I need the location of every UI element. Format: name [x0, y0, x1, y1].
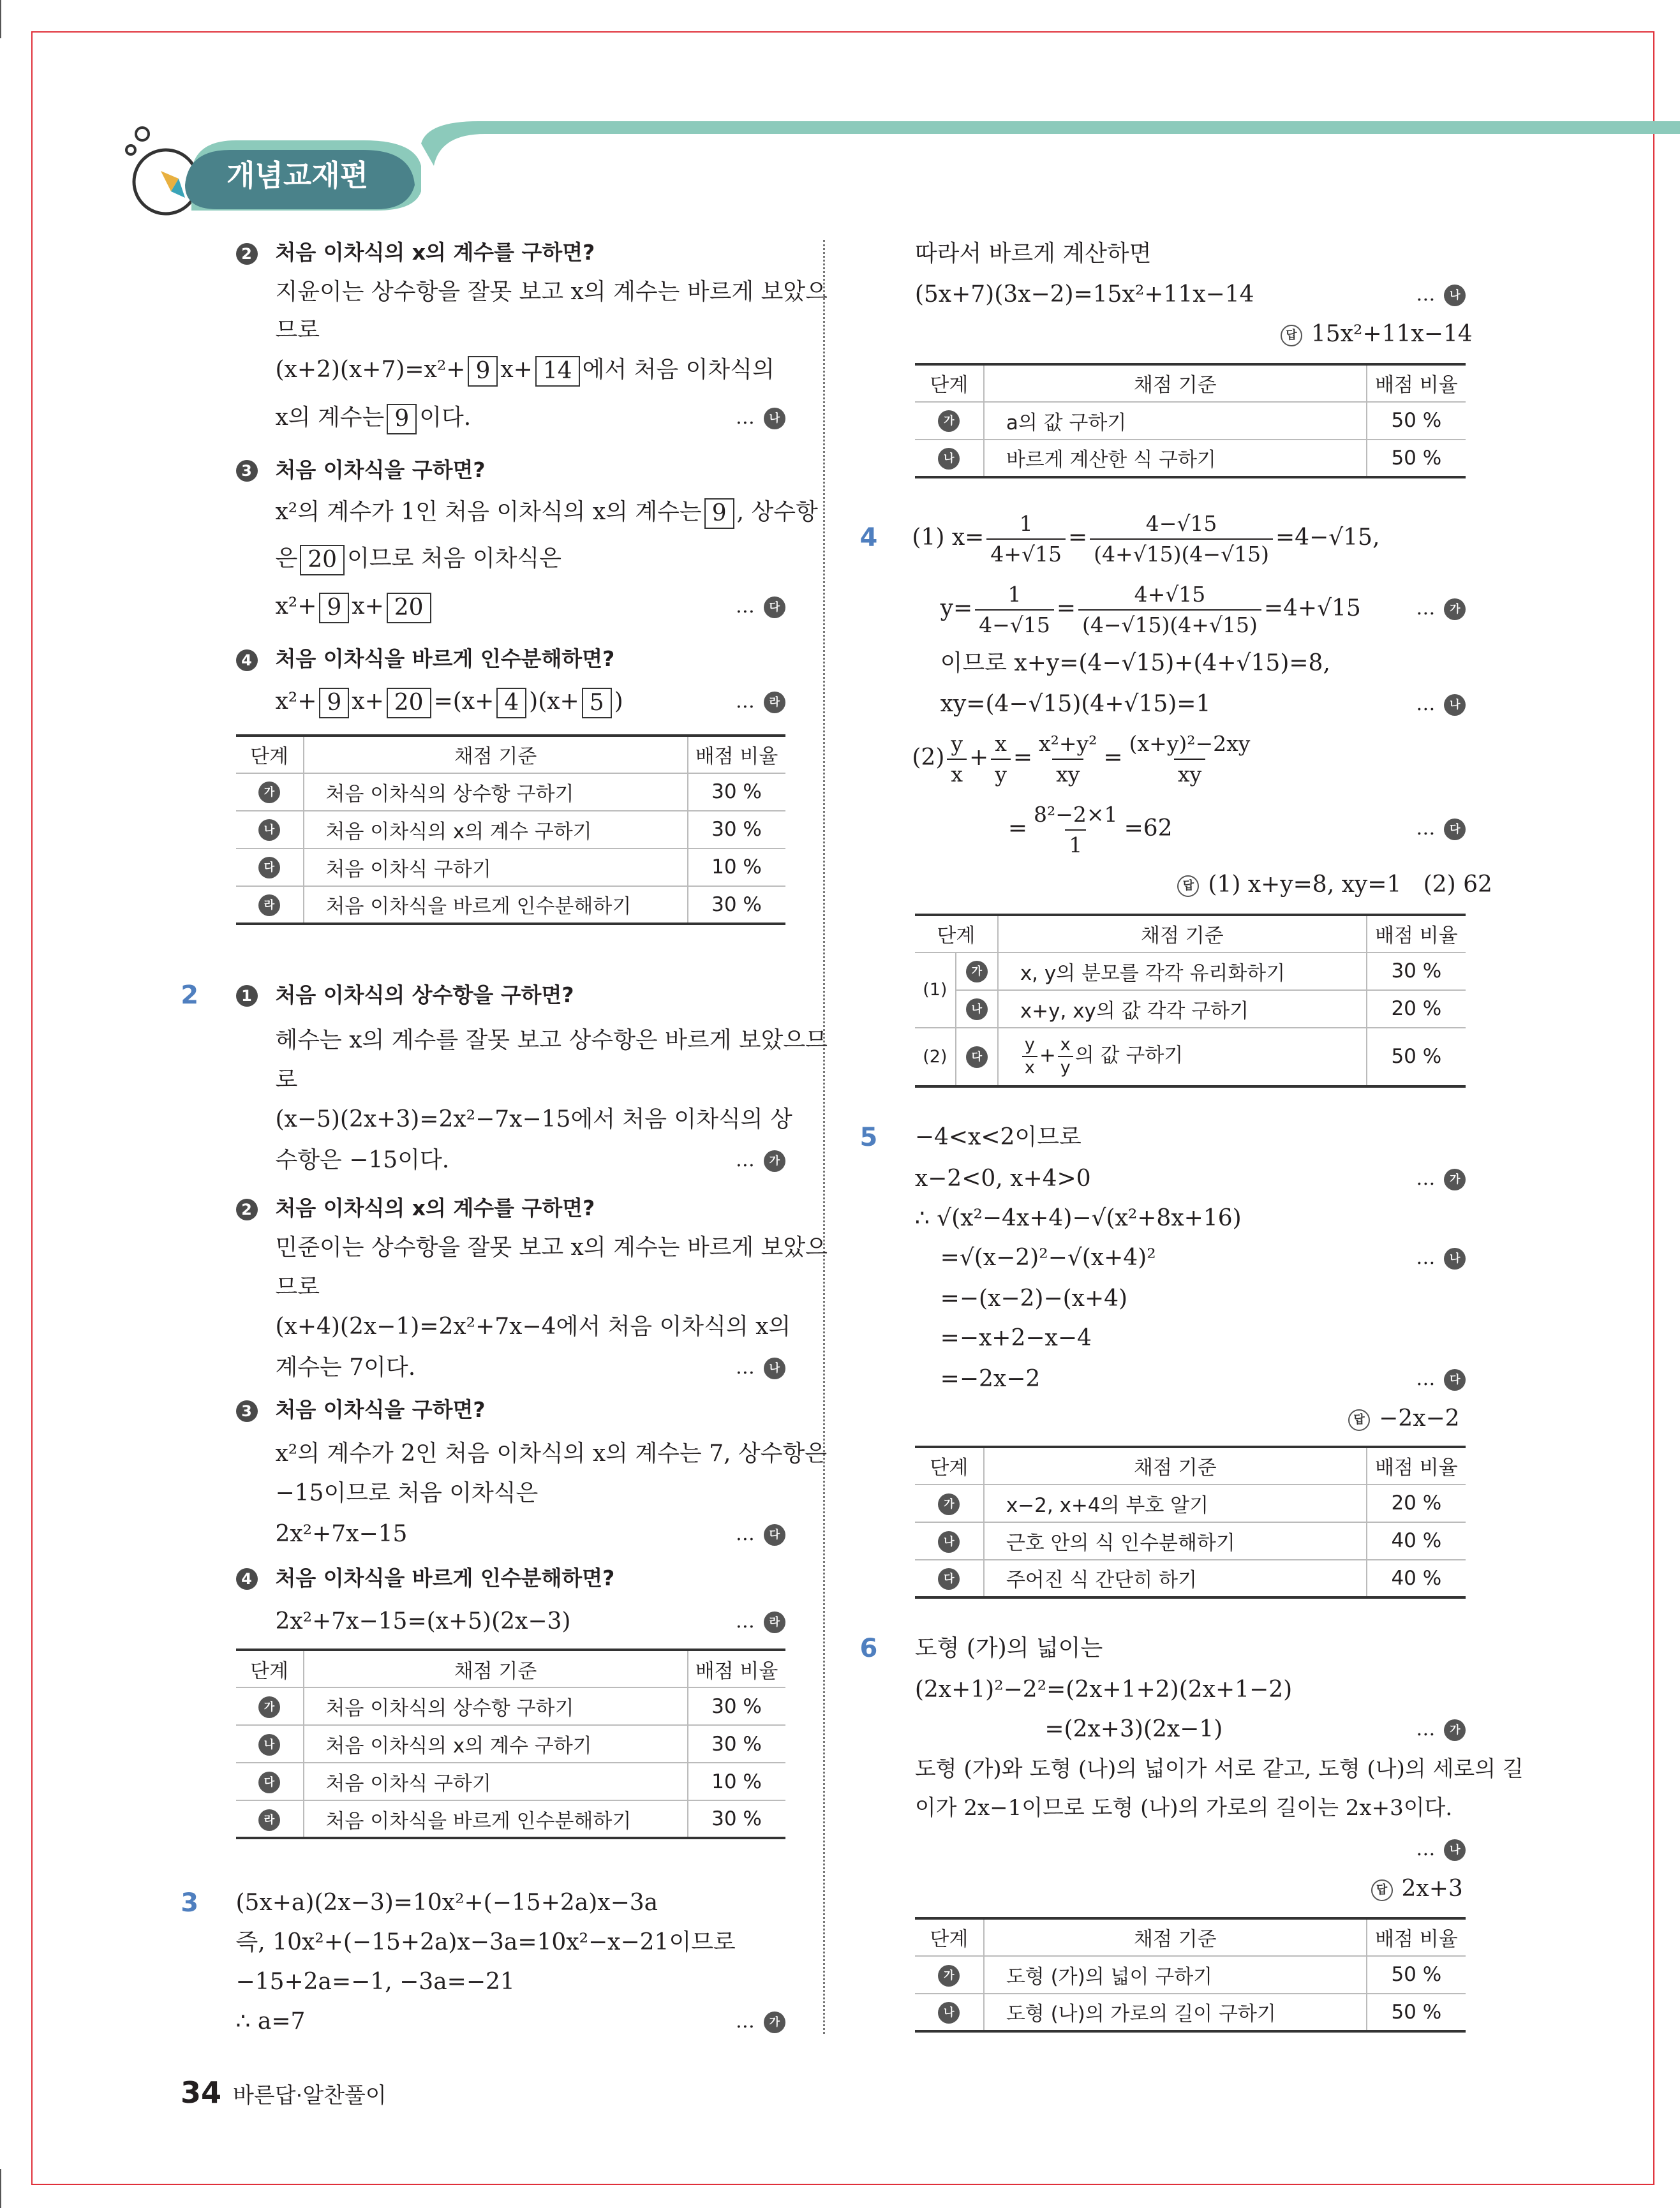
answer-text: −2x−2 [1379, 1405, 1460, 1432]
scoring-table [915, 1446, 1466, 1599]
text: 이다. [419, 404, 472, 431]
text-line: (5x+a)(2x−3)=10x²+(−15+2a)x−3a [235, 1889, 658, 1916]
math-line [940, 577, 1361, 641]
criterion: 처음 이차식을 바르게 인수분해하기 [304, 1800, 688, 1838]
step-bullet-icon: 3 [236, 460, 258, 482]
table-row [915, 1994, 1466, 2031]
criterion: 처음 이차식의 상수항 구하기 [304, 1687, 688, 1725]
step-bullet-icon: 1 [236, 985, 258, 1007]
denominator: (4+√15)(4−√15) [1090, 538, 1273, 569]
step-marker-icon: 가 [938, 1493, 960, 1515]
denominator: x [947, 759, 967, 789]
table-header: 단계 [915, 364, 984, 402]
question-number: 3 [181, 1888, 199, 1918]
ratio: 30 % [688, 1800, 785, 1838]
step-title: 처음 이차식의 x의 계수를 구하면? [275, 240, 595, 265]
question-number: 6 [859, 1634, 878, 1664]
text-line [275, 680, 623, 723]
step-marker: … 나 [736, 1346, 785, 1389]
final-answer [1371, 1867, 1463, 1911]
text-line: (5x+7)(3x−2)=15x²+11x−14 [914, 281, 1254, 308]
denominator: x [1022, 1056, 1037, 1079]
math: (x+2)(x+7)=x²+ [275, 356, 466, 383]
math: =4−√15, [1275, 524, 1380, 551]
step-bullet-icon: 2 [236, 1199, 258, 1220]
text-line [275, 537, 561, 581]
step-title: 처음 이차식의 x의 계수를 구하면? [275, 1196, 595, 1221]
book-title: 바른답·알찬풀이 [233, 2083, 387, 2108]
table-header: 채점 기준 [304, 736, 688, 773]
denominator: y [1058, 1056, 1073, 1079]
text-line: =(2x+3)(2x−1) [1044, 1715, 1223, 1742]
math: x+ [500, 356, 533, 383]
step-marker: … 다 [1416, 1358, 1466, 1401]
step-marker-icon: 다 [966, 1046, 988, 1068]
numerator: 1 [1007, 581, 1022, 607]
table-header: 채점 기준 [984, 1447, 1367, 1485]
text-line: −15이므로 처음 이차식은 [275, 1480, 539, 1507]
math-line [1008, 797, 1173, 861]
step-marker-icon: 다 [258, 857, 280, 878]
step-heading [236, 231, 595, 274]
step-marker: … 다 [736, 1513, 785, 1556]
step-heading [236, 637, 615, 681]
numerator: x [1060, 1035, 1071, 1055]
text-line: 2x²+7x−15=(x+5)(2x−3) [275, 1608, 571, 1635]
fraction [991, 729, 1011, 789]
text-line: (x+4)(2x−1)=2x²+7x−4에서 처음 이차식의 x의 [275, 1313, 791, 1340]
ratio: 30 % [688, 811, 785, 848]
math: x+ [352, 688, 384, 715]
text-line: x−2<0, x+4>0 [914, 1165, 1091, 1192]
fraction [947, 729, 967, 789]
math: = [1013, 745, 1033, 771]
criterion: x+y, xy의 값 각각 구하기 [998, 990, 1367, 1028]
step-marker-icon: 가 [764, 1150, 785, 1172]
step-heading [236, 1388, 486, 1432]
math: =62 [1124, 815, 1173, 841]
step-title: 처음 이차식을 바르게 인수분해하면? [275, 1565, 615, 1590]
table-header: 배점 비율 [1367, 915, 1466, 952]
step-heading [236, 448, 486, 492]
text-line: (2x+1)²−2²=(2x+1+2)(2x+1−2) [914, 1676, 1293, 1703]
text-line [275, 348, 774, 392]
step-bullet-icon: 4 [236, 1568, 258, 1590]
criterion: 도형 (나)의 가로의 길이 구하기 [984, 1994, 1367, 2031]
math-line [912, 506, 1379, 570]
text-line: =−(x−2)−(x+4) [940, 1285, 1128, 1312]
math: + [969, 745, 989, 771]
text-line: (x−5)(2x+3)=2x²−7x−15에서 처음 이차식의 상 [275, 1106, 792, 1132]
math: x+ [352, 593, 384, 620]
criterion: x, y의 분모를 각각 유리화하기 [998, 952, 1367, 990]
step-marker-icon: 가 [938, 1965, 960, 1987]
criterion: 처음 이차식 구하기 [304, 848, 688, 886]
fraction [1090, 509, 1273, 569]
table-row [236, 773, 785, 811]
page-number: 34 [181, 2075, 222, 2110]
text-line: 헤수는 x의 계수를 잘못 보고 상수항은 바르게 보았으므 [275, 1026, 828, 1053]
table-row [236, 886, 785, 924]
answer-text: 15x²+11x−14 [1311, 321, 1473, 348]
text-line: =−2x−2 [940, 1365, 1041, 1392]
table-row [915, 952, 1466, 990]
answer-box: 9 [319, 593, 349, 623]
step-marker: … 가 [736, 2000, 785, 2043]
math: (2) [912, 745, 945, 771]
text-line: 민준이는 상수항을 잘못 보고 x의 계수는 바르게 보았으 [275, 1234, 828, 1261]
step-bullet-icon: 2 [236, 243, 258, 265]
numerator: 1 [1019, 511, 1033, 537]
chapter-badge-label: 개념교재편 [227, 158, 369, 193]
text-line: 계수는 7이다. [275, 1354, 416, 1381]
criterion: x−2, x+4의 부호 알기 [984, 1485, 1367, 1522]
text-line: x²의 계수가 2인 처음 이차식의 x의 계수는 7, 상수항은 [275, 1441, 828, 1467]
text-line: 지윤이는 상수항을 잘못 보고 x의 계수는 바르게 보았으 [275, 279, 828, 306]
table-header: 단계 [236, 1650, 304, 1687]
table-header: 배점 비율 [1367, 1918, 1466, 1956]
math: x²+ [275, 593, 317, 620]
numerator: 4−√15 [1145, 511, 1217, 537]
table-row [915, 402, 1466, 440]
numerator: 4+√15 [1134, 581, 1206, 607]
step-bullet-icon: 4 [236, 649, 258, 671]
final-answer [1348, 1397, 1459, 1441]
step-marker-icon: 나 [938, 1531, 960, 1553]
step-bullet-icon: 3 [236, 1400, 258, 1422]
text-line: −15+2a=−1, −3a=−21 [235, 1968, 515, 1995]
ratio: 50 % [1367, 1994, 1466, 2031]
scoring-table [915, 1917, 1466, 2033]
math: x²+ [275, 688, 317, 715]
fraction [1022, 1034, 1037, 1079]
step-marker: … 라 [736, 680, 785, 723]
ratio: 50 % [1367, 440, 1466, 477]
table-row [915, 1560, 1466, 1597]
step-heading [236, 974, 574, 1017]
step-marker: … 가 [1416, 1157, 1466, 1201]
text-line: ∴ √(x²−4x+4)−√(x²+8x+16) [914, 1204, 1242, 1231]
step-marker-icon: 다 [938, 1568, 960, 1590]
step-title: 처음 이차식을 구하면? [275, 457, 486, 482]
step-heading [236, 1187, 595, 1230]
part-label: (2) [915, 1028, 956, 1086]
step-marker-icon: 다 [764, 596, 785, 618]
math: )(x+ [529, 688, 579, 715]
table-row [915, 1485, 1466, 1522]
step-marker-icon: 나 [258, 819, 280, 841]
step-marker-icon: 가 [966, 961, 988, 982]
answer-box: 5 [582, 688, 612, 718]
table-header: 채점 기준 [984, 364, 1367, 402]
step-marker-icon: 나 [1444, 285, 1466, 306]
text-line: =√(x−2)²−√(x+4)² [940, 1244, 1156, 1271]
table-row [236, 811, 785, 848]
step-title: 처음 이차식을 구하면? [275, 1397, 486, 1423]
fraction [1030, 800, 1122, 860]
denominator: xy [1174, 759, 1205, 789]
step-marker-icon: 나 [1444, 694, 1466, 716]
table-header: 배점 비율 [688, 736, 785, 773]
criterion: 처음 이차식을 바르게 인수분해하기 [304, 886, 688, 924]
text-line: =−x+2−x−4 [940, 1324, 1092, 1351]
fraction [1126, 729, 1254, 789]
text: , 상수항 [736, 499, 818, 526]
answer-box: 9 [319, 688, 349, 718]
ratio: 40 % [1367, 1522, 1466, 1560]
criterion [998, 1028, 1367, 1086]
answer-text: (1) x+y=8, xy=1 (2) 62 [1208, 871, 1492, 898]
criterion: 처음 이차식 구하기 [304, 1763, 688, 1800]
numerator: y [951, 731, 963, 757]
step-marker-icon: 나 [1444, 1839, 1466, 1861]
text-line [275, 396, 471, 440]
criterion: 처음 이차식의 상수항 구하기 [304, 773, 688, 811]
step-marker: … 가 [1416, 1708, 1466, 1751]
answer-icon: 답 [1177, 875, 1199, 897]
step-marker-icon: 다 [1444, 1369, 1466, 1391]
denominator: 4+√15 [986, 538, 1066, 569]
table-row [236, 1763, 785, 1800]
ratio: 20 % [1367, 1485, 1466, 1522]
text-line [275, 491, 817, 534]
text-line: 즉, 10x²+(−15+2a)x−3a=10x²−x−21이므로 [235, 1929, 736, 1955]
math: =4+√15 [1263, 595, 1361, 621]
ratio: 50 % [1367, 402, 1466, 440]
step-marker-icon: 가 [764, 2012, 785, 2033]
table-row [915, 990, 1466, 1028]
ratio: 30 % [1367, 952, 1466, 990]
scoring-table [915, 363, 1466, 478]
answer-box: 20 [387, 593, 431, 623]
text-line: 따라서 바르게 계산하면 [914, 241, 1152, 267]
ratio: 20 % [1367, 990, 1466, 1028]
answer-icon: 답 [1348, 1409, 1370, 1431]
text: 에서 처음 이차식의 [582, 356, 775, 383]
text: 은 [275, 545, 298, 572]
text-line: ∴ a=7 [235, 2008, 306, 2034]
numerator: x [995, 731, 1007, 757]
step-marker: … 가 [736, 1139, 785, 1182]
criterion: 처음 이차식의 x의 계수 구하기 [304, 811, 688, 848]
step-marker: … 나 [1416, 273, 1466, 316]
text: x²의 계수가 1인 처음 이차식의 x의 계수는 [275, 499, 702, 526]
table-header: 채점 기준 [998, 915, 1367, 952]
step-marker-icon: 나 [938, 2002, 960, 2024]
step-marker-icon: 가 [1444, 1719, 1466, 1741]
table-header: 채점 기준 [304, 1650, 688, 1687]
fraction [1058, 1034, 1073, 1079]
math: =(x+ [433, 688, 494, 715]
scoring-table [915, 914, 1466, 1088]
crop-mark [0, 2169, 1, 2208]
answer-icon: 답 [1371, 1879, 1393, 1901]
table-header: 단계 [915, 1447, 984, 1485]
text: 의 값 구하기 [1074, 1044, 1184, 1067]
answer-box: 14 [535, 356, 580, 387]
step-marker-icon: 라 [764, 1612, 785, 1633]
criterion: 바르게 계산한 식 구하기 [984, 440, 1367, 477]
scoring-table [236, 734, 785, 925]
scoring-table [236, 1649, 785, 1839]
table-header: 배점 비율 [1367, 364, 1466, 402]
denominator: xy [1052, 759, 1083, 789]
math: ) [614, 688, 623, 715]
ratio: 10 % [688, 1763, 785, 1800]
step-marker-icon: 나 [764, 408, 785, 429]
step-title: 처음 이차식을 바르게 인수분해하면? [275, 646, 615, 672]
table-row [915, 1956, 1466, 1994]
step-marker: … 나 [1416, 683, 1466, 726]
ratio: 10 % [688, 848, 785, 886]
text-line [275, 585, 433, 628]
ratio: 50 % [1367, 1956, 1466, 1994]
answer-icon: 답 [1281, 325, 1302, 346]
math: + [1039, 1044, 1056, 1067]
table-header: 배점 비율 [1367, 1447, 1466, 1485]
table-row [236, 1725, 785, 1763]
fraction [986, 509, 1066, 569]
step-heading [236, 1557, 615, 1600]
step-marker-icon: 가 [258, 1696, 280, 1718]
answer-box: 20 [300, 545, 345, 575]
math: y= [940, 595, 973, 621]
table-header: 단계 [915, 915, 998, 952]
step-marker-icon: 라 [764, 692, 785, 713]
table-header: 채점 기준 [984, 1918, 1367, 1956]
step-marker-icon: 가 [1444, 1169, 1466, 1190]
text: 이므로 처음 이차식은 [347, 545, 561, 572]
page-footer [181, 2073, 387, 2119]
answer-box: 20 [387, 688, 431, 718]
table-row [915, 1028, 1466, 1086]
math: = [1103, 745, 1123, 771]
part-label: (1) [915, 952, 956, 1028]
step-marker: … 다 [736, 585, 785, 628]
math: = [1067, 524, 1088, 551]
table-row [915, 1522, 1466, 1560]
answer-box: 4 [496, 688, 526, 718]
table-header: 단계 [915, 1918, 984, 1956]
step-marker-icon: 라 [258, 894, 280, 916]
text-line: 도형 (가)의 넓이는 [914, 1635, 1103, 1662]
step-marker-icon: 나 [764, 1358, 785, 1379]
criterion: a의 값 구하기 [984, 402, 1367, 440]
text-line: 로 [275, 1066, 298, 1093]
step-marker-icon: 다 [1444, 819, 1466, 840]
answer-box: 9 [387, 404, 417, 434]
answer-text: 2x+3 [1401, 1875, 1463, 1902]
step-marker-icon: 다 [764, 1524, 785, 1546]
step-marker: … 나 [736, 396, 785, 440]
final-answer [1281, 313, 1473, 356]
step-marker-icon: 나 [966, 998, 988, 1020]
ratio: 30 % [688, 773, 785, 811]
math: (1) x= [912, 524, 985, 551]
ratio: 40 % [1367, 1560, 1466, 1597]
numerator: (x+y)²−2xy [1129, 731, 1251, 757]
denominator: (4−√15)(4+√15) [1078, 609, 1261, 640]
question-number: 2 [181, 980, 199, 1010]
numerator: 8²−2×1 [1034, 801, 1118, 827]
ratio: 30 % [688, 1687, 785, 1725]
denominator: 1 [1065, 829, 1086, 860]
step-marker-icon: 나 [1444, 1248, 1466, 1270]
text-line: 도형 (가)와 도형 (나)의 넓이가 서로 같고, 도형 (나)의 세로의 길 [914, 1756, 1524, 1782]
text-line: 2x²+7x−15 [275, 1521, 408, 1548]
step-marker-icon: 가 [1444, 598, 1466, 620]
text-line: 수항은 −15이다. [275, 1146, 450, 1173]
math: = [1007, 815, 1028, 841]
table-row [236, 1687, 785, 1725]
criterion: 근호 안의 식 인수분해하기 [984, 1522, 1367, 1560]
text-line: 이므로 x+y=(4−√15)+(4+√15)=8, [940, 649, 1330, 676]
step-marker: … 나 [1416, 1828, 1466, 1871]
text: x의 계수는 [275, 404, 385, 431]
step-title: 처음 이차식의 상수항을 구하면? [275, 982, 574, 1007]
step-marker-icon: 가 [258, 782, 280, 803]
step-marker: … 나 [1416, 1236, 1466, 1280]
table-row [236, 1800, 785, 1838]
question-number: 4 [859, 523, 878, 553]
step-marker: … 가 [1416, 587, 1466, 630]
text-line: 므로 [275, 316, 320, 343]
math: = [1056, 595, 1076, 621]
numerator: y [1024, 1035, 1035, 1055]
answer-box: 9 [468, 356, 498, 387]
table-header: 단계 [236, 736, 304, 773]
text-line: 므로 [275, 1273, 320, 1300]
text-line: 이가 2x−1이므로 도형 (나)의 가로의 길이는 2x+3이다. [914, 1795, 1453, 1821]
table-row [915, 440, 1466, 477]
denominator: y [991, 759, 1011, 789]
step-marker-icon: 나 [258, 1734, 280, 1756]
fraction [1078, 580, 1261, 640]
step-marker: … 라 [736, 1600, 785, 1643]
fraction [975, 580, 1054, 640]
step-marker-icon: 나 [938, 448, 960, 470]
math-line [912, 726, 1256, 790]
numerator: x²+y² [1039, 731, 1097, 757]
table-row [236, 848, 785, 886]
answer-box: 9 [704, 498, 734, 529]
ratio: 30 % [688, 1725, 785, 1763]
final-answer [1177, 863, 1492, 907]
table-header: 배점 비율 [688, 1650, 785, 1687]
step-marker-icon: 라 [258, 1809, 280, 1831]
text-line: −4<x<2이므로 [914, 1124, 1082, 1151]
text-line: xy=(4−√15)(4+√15)=1 [940, 691, 1211, 718]
crop-mark [0, 0, 1, 38]
criterion: 처음 이차식의 x의 계수 구하기 [304, 1725, 688, 1763]
ratio: 50 % [1367, 1028, 1466, 1086]
step-marker-icon: 가 [938, 410, 960, 432]
criterion: 주어진 식 간단히 하기 [984, 1560, 1367, 1597]
denominator: 4−√15 [975, 609, 1054, 640]
criterion: 도형 (가)의 넓이 구하기 [984, 1956, 1367, 1994]
ratio: 30 % [688, 886, 785, 924]
fraction [1035, 729, 1101, 789]
step-marker: … 다 [1416, 807, 1466, 850]
column-divider [823, 240, 825, 2034]
question-number: 5 [859, 1123, 878, 1153]
step-marker-icon: 다 [258, 1772, 280, 1793]
